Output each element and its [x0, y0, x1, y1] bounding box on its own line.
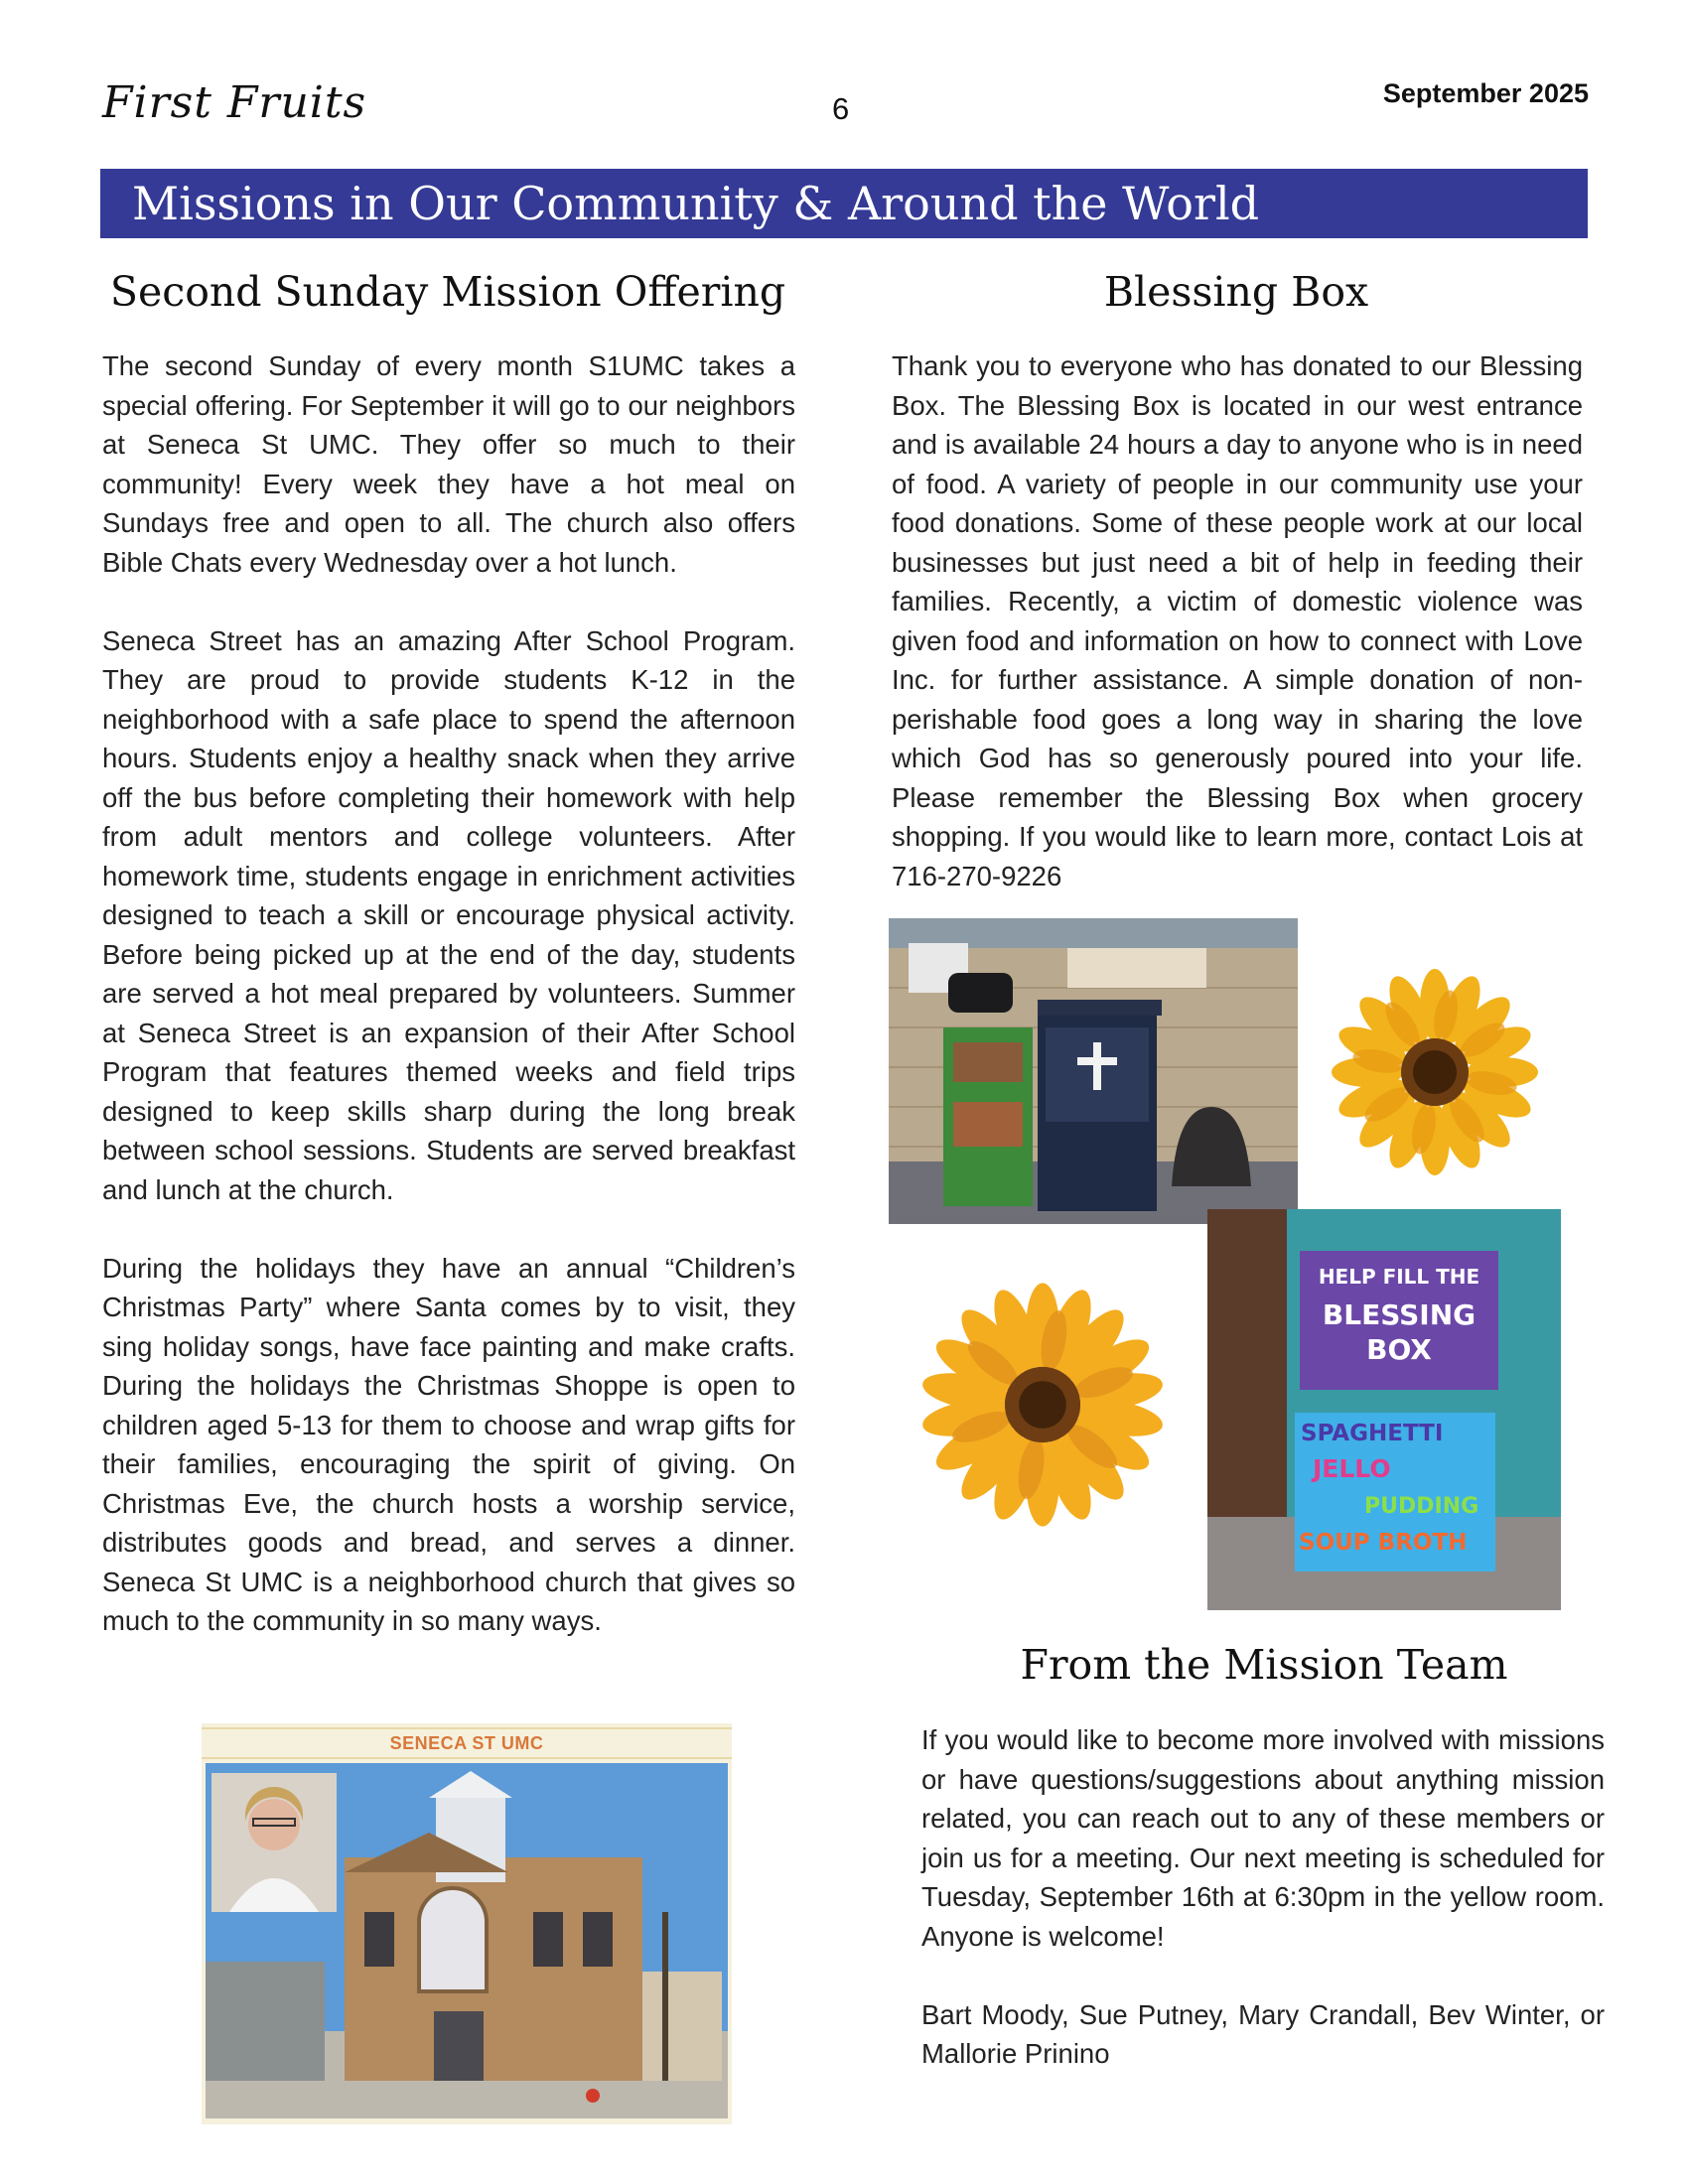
blessing-box-heading: Blessing Box: [1103, 268, 1369, 316]
caption-rule: [202, 1727, 732, 1729]
blessing-box-article: [892, 346, 1583, 895]
seneca-church-photo: [202, 1723, 732, 2124]
blessing-box-photo: [889, 918, 1298, 1224]
sunflower-icon: [918, 1281, 1167, 1529]
help-fill-sign: [1300, 1251, 1498, 1390]
mission-offering-article: [102, 346, 795, 1641]
church-illustration: [206, 1763, 728, 2118]
sign-line: PUDDING: [1364, 1494, 1479, 1519]
sign-line: HELP FILL THE: [1318, 1265, 1480, 1289]
caption-rule: [202, 1757, 732, 1759]
sign-line: BLESSING: [1322, 1298, 1477, 1331]
sign-line: BOX: [1366, 1333, 1432, 1366]
mission-team-paragraph: If you would like to become more involved with missions or have questions/suggestions about anything mission related, you can reach out to any of these members or join us for a meeting. Our next meeting is scheduled for Tuesday, September 16th at 6:30pm in the yellow room. Anyone is welcome!: [921, 1724, 1605, 1952]
church-photo-caption: SENECA ST UMC: [389, 1733, 544, 1753]
mission-offering-paragraph: Seneca Street has an amazing After School Program. They are proud to provide students K-12 in the neighborhood with a safe place to spend the afternoon hours. Students enjoy a healthy snack when they arrive off the bus before completing their homework with help from adult mentors and college volunteers. After homework time, students engage in enrichment activities designed to teach a skill or encourage physical activity. Before being picked up at the end of the day, students are served a hot meal prepared by volunteers. Summer at Seneca Street is an expansion of their After School Program that features themed weeks and field trips designed to keep skills sharp during the long break between school sessions. Students are served breakfast and lunch at the church.: [102, 624, 795, 1205]
sunflower-icon: [1331, 968, 1539, 1176]
section-banner-title: Missions in Our Community & Around the World: [132, 177, 1260, 230]
sign-line: SOUP BROTH: [1299, 1530, 1468, 1556]
blessing-box-sign-photo: [1207, 1209, 1561, 1610]
food-list-sign: [1295, 1413, 1495, 1571]
blessing-box-paragraph: Thank you to everyone who has donated to our Blessing Box. The Blessing Box is located in our west entrance and is available 24 hours a day to anyone who is in need of food. A variety of people in our community use your food donations. Some of these people work at our local businesses but just need a bit of help in feeding their families. Recently, a victim of domestic violence was given food and information on how to connect with Love Inc. for further assistance. A simple donation of non-perishable food goes a long way in sharing the love which God has so generously poured into your life. Please remember the Blessing Box when grocery shopping. If you would like to learn more, contact Lois at 716-270-9226: [892, 350, 1583, 891]
newsletter-brand: First Fruits: [102, 77, 367, 128]
mission-offering-heading: Second Sunday Mission Offering: [109, 268, 786, 316]
sign-line: SPAGHETTI: [1301, 1421, 1444, 1446]
mission-team-article: [921, 1720, 1605, 2074]
mission-offering-paragraph: The second Sunday of every month S1UMC takes a special offering. For September it will go to our neighbors at Seneca St UMC. They offer so much to their community! Every week they have a hot meal on Sundays free and open to all. The church also offers Bible Chats every Wednesday over a hot lunch.: [102, 350, 795, 578]
page-number: 6: [832, 91, 850, 126]
mission-offering-paragraph: During the holidays they have an annual “Children’s Christmas Party” where Santa comes by to visit, they sing holiday songs, have face painting and make crafts. During the holidays the Christmas Shoppe is open to children aged 5-13 for them to choose and wrap gifts for their families, encouraging the spirit of giving. On Christmas Eve, the church hosts a worship service, distributes goods and bread, and serves a dinner. Seneca St UMC is a neighborhood church that gives so much to the community in so many ways.: [102, 1252, 795, 1636]
issue-date: September 2025: [1382, 78, 1589, 108]
sign-line: JELLO: [1313, 1454, 1391, 1483]
mission-team-members: Bart Moody, Sue Putney, Mary Crandall, Bev Winter, or Mallorie Prinino: [921, 1998, 1605, 2069]
mission-team-heading: From the Mission Team: [1020, 1641, 1508, 1689]
